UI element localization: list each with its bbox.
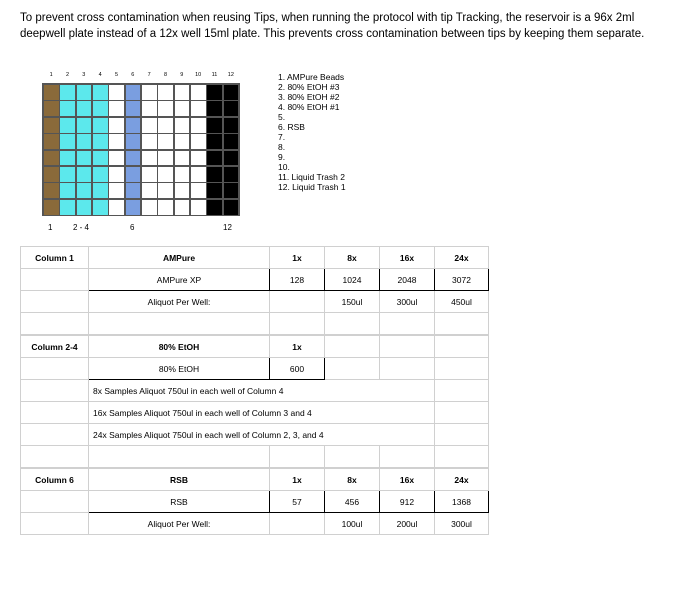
- legend-item: 9.: [278, 152, 286, 162]
- plate-well: [108, 117, 125, 134]
- plate-well: [125, 133, 142, 150]
- plate-well: [43, 199, 60, 216]
- plate-grid: [42, 83, 240, 216]
- legend-item: 5.: [278, 112, 286, 122]
- header-1x: 1x: [270, 469, 325, 491]
- plate-well: [157, 100, 174, 117]
- ampure-table: [20, 246, 489, 335]
- plate-well: [190, 199, 207, 216]
- plate-well: [157, 84, 174, 101]
- plate-well: [206, 133, 223, 150]
- plate-well: [174, 182, 191, 199]
- plate-column-number: 7: [147, 72, 151, 78]
- bottom-label-2-4: 2 - 4: [73, 223, 90, 232]
- plate-well: [43, 182, 60, 199]
- header-1x: 1x: [270, 336, 325, 358]
- plate-well: [125, 166, 142, 183]
- plate-well: [141, 199, 158, 216]
- plate-well: [92, 150, 109, 167]
- plate-well: [108, 182, 125, 199]
- plate-well: [59, 133, 76, 150]
- rsb-table: [20, 468, 489, 535]
- plate-well: [43, 133, 60, 150]
- plate-column-number: 8: [163, 72, 168, 78]
- note-8x: 8x Samples Aliquot 750ul in each well of Column 4: [89, 380, 435, 402]
- plate-well: [223, 117, 240, 134]
- plate-well: [174, 133, 191, 150]
- plate-well: [108, 166, 125, 183]
- plate-well: [190, 166, 207, 183]
- value-24x: 1368: [435, 491, 489, 513]
- plate-well: [157, 150, 174, 167]
- aliquot-8x: 150ul: [325, 291, 380, 313]
- bottom-label-12: 12: [223, 223, 232, 232]
- plate-well: [76, 100, 93, 117]
- plate-well: [92, 199, 109, 216]
- plate-well: [125, 84, 142, 101]
- plate-well: [206, 166, 223, 183]
- header-24x: 24x: [435, 469, 489, 491]
- plate-well: [92, 182, 109, 199]
- aliquot-label: Aliquot Per Well:: [89, 291, 270, 313]
- plate-well: [206, 84, 223, 101]
- plate-column-number: 6: [131, 72, 135, 78]
- plate-well: [125, 150, 142, 167]
- plate-well: [43, 166, 60, 183]
- plate-well: [76, 133, 93, 150]
- plate-column-numbers: [42, 72, 242, 82]
- plate-well: [59, 100, 76, 117]
- column-label: Column 1: [21, 247, 89, 269]
- column-label: Column 6: [21, 469, 89, 491]
- plate-well: [206, 199, 223, 216]
- plate-well: [43, 117, 60, 134]
- legend-item: 7.: [278, 132, 286, 142]
- plate-column-number: 2: [65, 72, 70, 78]
- plate-well: [223, 199, 240, 216]
- plate-well: [190, 182, 207, 199]
- intro-paragraph: To prevent cross contamination when reusing Tips, when running the protocol with tip Tracking, the reservoir is a 96x 2ml deepwell plate instead of a 12x well 15ml plate. This prevents cross contamination between tips by keeping them separate.: [20, 12, 645, 40]
- aliquot-16x: 300ul: [380, 291, 435, 313]
- reagent-name: RSB: [89, 491, 270, 513]
- reagent-header: 80% EtOH: [89, 336, 270, 358]
- plate-well: [190, 133, 207, 150]
- plate-well: [141, 166, 158, 183]
- plate-well: [92, 117, 109, 134]
- plate-well: [141, 100, 158, 117]
- plate-well: [92, 133, 109, 150]
- reagent-header: RSB: [89, 469, 270, 491]
- plate-column-number: 9: [180, 72, 184, 78]
- plate-well: [43, 150, 60, 167]
- header-24x: 24x: [435, 247, 489, 269]
- plate-well: [92, 100, 109, 117]
- plate-column-number: 4: [98, 72, 102, 78]
- plate-well: [223, 166, 240, 183]
- plate-well: [125, 182, 142, 199]
- plate-well: [206, 150, 223, 167]
- plate-well: [141, 117, 158, 134]
- plate-well: [108, 100, 125, 117]
- header-16x: 16x: [380, 247, 435, 269]
- plate-well: [125, 100, 142, 117]
- plate-well: [59, 166, 76, 183]
- plate-well: [108, 199, 125, 216]
- plate-well: [141, 150, 158, 167]
- value-1x: 128: [270, 269, 325, 291]
- value-1x: 57: [270, 491, 325, 513]
- plate-well: [59, 117, 76, 134]
- reagent-header: AMPure: [89, 247, 270, 269]
- plate-well: [190, 84, 207, 101]
- header-1x: 1x: [270, 247, 325, 269]
- plate-well: [92, 84, 109, 101]
- value-8x: 456: [325, 491, 380, 513]
- plate-well: [141, 84, 158, 101]
- plate-well: [157, 166, 174, 183]
- plate-well: [174, 100, 191, 117]
- plate-well: [190, 117, 207, 134]
- legend-item: 8.: [278, 142, 286, 152]
- plate-well: [76, 166, 93, 183]
- plate-well: [157, 133, 174, 150]
- plate-well: [223, 150, 240, 167]
- etoh-table: [20, 335, 489, 468]
- bottom-label-6: 6: [130, 223, 135, 232]
- plate-well: [206, 100, 223, 117]
- plate-well: [174, 150, 191, 167]
- legend-item: 11. Liquid Trash 2: [278, 172, 345, 182]
- plate-well: [190, 150, 207, 167]
- plate-well: [157, 182, 174, 199]
- plate-well: [223, 84, 240, 101]
- plate-well: [76, 199, 93, 216]
- plate-well: [59, 150, 76, 167]
- aliquot-label: Aliquot Per Well:: [89, 513, 270, 535]
- legend-item: 6. RSB: [278, 122, 305, 132]
- plate-column-number: 5: [114, 72, 119, 78]
- reagent-name: 80% EtOH: [89, 358, 270, 380]
- aliquot-24x: 300ul: [435, 513, 489, 535]
- value-1x: 600: [270, 358, 325, 380]
- value-16x: 2048: [380, 269, 435, 291]
- plate-bottom-labels: [40, 223, 245, 235]
- bottom-label-1: 1: [48, 223, 53, 232]
- plate-well: [157, 199, 174, 216]
- plate-legend: [278, 72, 346, 192]
- aliquot-24x: 450ul: [435, 291, 489, 313]
- plate-well: [76, 117, 93, 134]
- plate-well: [108, 133, 125, 150]
- legend-item: 12. Liquid Trash 1: [278, 182, 346, 192]
- plate-column-number: 1: [49, 72, 53, 78]
- plate-well: [157, 117, 174, 134]
- plate-well: [76, 150, 93, 167]
- value-24x: 3072: [435, 269, 489, 291]
- value-8x: 1024: [325, 269, 380, 291]
- plate-well: [59, 84, 76, 101]
- note-16x: 16x Samples Aliquot 750ul in each well of Column 3 and 4: [89, 402, 435, 424]
- plate-column-number: 10: [195, 72, 202, 78]
- plate-well: [125, 199, 142, 216]
- plate-well: [43, 100, 60, 117]
- legend-item: 4. 80% EtOH #1: [278, 102, 340, 112]
- plate-well: [76, 182, 93, 199]
- note-24x: 24x Samples Aliquot 750ul in each well of Column 2, 3, and 4: [89, 424, 435, 446]
- reagent-name: AMPure XP: [89, 269, 270, 291]
- plate-well: [206, 117, 223, 134]
- plate-column-number: 12: [227, 72, 234, 78]
- plate-well: [59, 182, 76, 199]
- plate-well: [206, 182, 223, 199]
- legend-item: 2. 80% EtOH #3: [278, 82, 340, 92]
- plate-well: [108, 84, 125, 101]
- legend-item: 10.: [278, 162, 290, 172]
- aliquot-16x: 200ul: [380, 513, 435, 535]
- plate-well: [59, 199, 76, 216]
- plate-well: [190, 100, 207, 117]
- plate-well: [174, 199, 191, 216]
- aliquot-8x: 100ul: [325, 513, 380, 535]
- column-label: Column 2-4: [21, 336, 89, 358]
- header-16x: 16x: [380, 469, 435, 491]
- header-8x: 8x: [325, 247, 380, 269]
- plate-well: [223, 100, 240, 117]
- plate-well: [174, 84, 191, 101]
- header-8x: 8x: [325, 469, 380, 491]
- plate-well: [76, 84, 93, 101]
- plate-well: [125, 117, 142, 134]
- legend-item: 1. AMPure Beads: [278, 72, 345, 82]
- plate-column-number: 11: [211, 72, 218, 78]
- plate-well: [174, 117, 191, 134]
- plate-well: [43, 84, 60, 101]
- plate-column-number: 3: [82, 72, 86, 78]
- plate-well: [108, 150, 125, 167]
- plate-well: [92, 166, 109, 183]
- legend-item: 3. 80% EtOH #2: [278, 92, 340, 102]
- plate-well: [141, 182, 158, 199]
- plate-diagram: [40, 70, 245, 235]
- plate-well: [141, 133, 158, 150]
- plate-well: [223, 182, 240, 199]
- value-16x: 912: [380, 491, 435, 513]
- plate-well: [174, 166, 191, 183]
- plate-well: [223, 133, 240, 150]
